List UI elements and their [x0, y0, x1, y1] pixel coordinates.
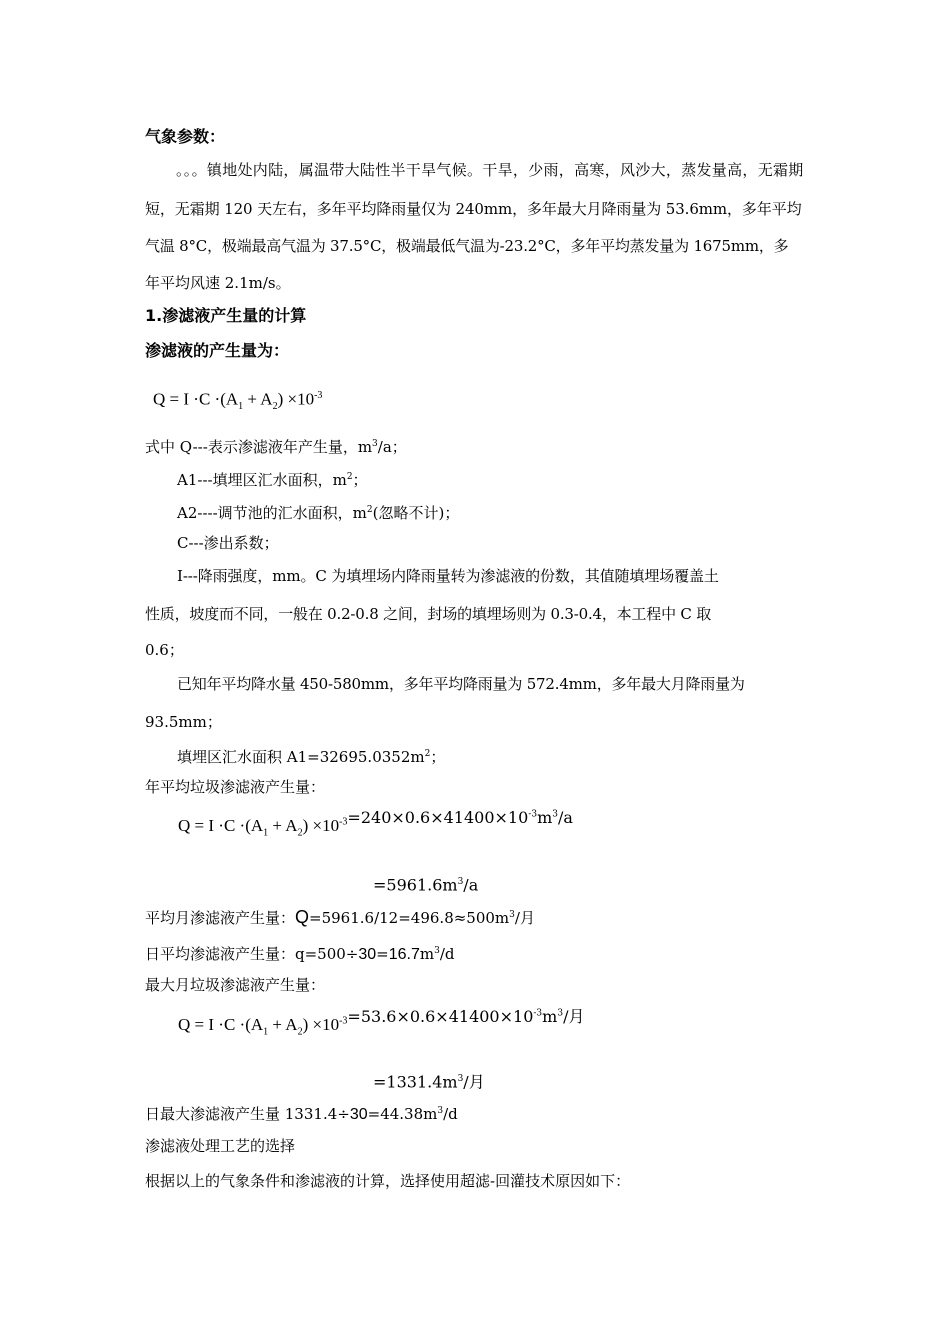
unit-sup: 2	[346, 472, 353, 482]
unit-sup: 3	[552, 809, 558, 820]
result-text: =1331.4m	[373, 1072, 458, 1092]
formula-q: Q	[178, 815, 191, 835]
annual-leachate-title: 年平均垃圾渗滤液产生量：	[145, 778, 326, 796]
catchment-area	[177, 744, 445, 767]
process-selection-text: 根据以上的气象条件和渗滤液的计算，选择使用超滤-回灌技术原因如下：	[145, 1172, 631, 1190]
subheading-formula: 渗滤液的产生量为：	[145, 341, 290, 360]
section-heading-calculation: 1.渗滤液产生量的计算	[145, 306, 307, 325]
daily-text: m	[419, 945, 435, 963]
rhs-unit: /a	[557, 807, 573, 827]
formula-q: Q	[153, 389, 166, 409]
definition-a2	[177, 500, 459, 523]
unit-sup: 3	[457, 877, 464, 887]
result-text: /月	[463, 1072, 485, 1092]
formula-sub-1: 1	[263, 827, 269, 839]
daily-max-days: 30	[349, 1106, 368, 1123]
meteorology-paragraph-line-4: 年平均风速 2.1m/s。	[145, 274, 291, 292]
formula-exponent: -3	[339, 1015, 348, 1026]
meteorology-paragraph-line-1: 。。。镇地处内陆，属温带大陆性半干旱气候。干旱，少雨，高寒，风沙大，蒸发量高，无霜期	[176, 161, 804, 179]
rhs-unit: /月	[563, 1006, 585, 1026]
unit-sup: 3	[457, 1074, 464, 1084]
formula-sub-1: 1	[238, 401, 244, 413]
monthly-average-leachate	[145, 905, 535, 928]
annual-calculation	[178, 807, 573, 843]
known-rainfall-line-2: 93.5mm；	[145, 713, 222, 731]
definition-c: C---渗出系数；	[177, 534, 279, 552]
max-monthly-result	[373, 1069, 485, 1092]
formula-part: ) ×10	[302, 815, 340, 835]
definition-q	[145, 434, 407, 457]
annual-formula	[178, 815, 348, 839]
result-text: /a	[463, 875, 479, 895]
formula-part: + A	[268, 1014, 298, 1034]
unit-sup: 3	[437, 1106, 444, 1116]
formula-sub-2: 2	[297, 1026, 303, 1038]
definition-text: (忽略不计)；	[372, 504, 460, 522]
formula-part: ) ×10	[277, 389, 315, 409]
monthly-text: /月	[514, 909, 535, 927]
leachate-formula	[153, 386, 322, 417]
monthly-text: =5961.6/12=496.8≈500m	[309, 909, 510, 927]
formula-part: = I ·C ·(A	[165, 389, 239, 409]
daily-text: =	[376, 945, 389, 963]
daily-value: 16.7	[388, 946, 420, 963]
unit-sup: 3	[557, 1008, 564, 1019]
definition-a1	[177, 467, 368, 490]
meteorology-paragraph-line-2: 短，无霜期 120 天左右，多年平均降雨量仅为 240mm，多年最大月降雨量为 53.6mm，多年平均	[145, 200, 802, 218]
formula-part: = I ·C ·(A	[190, 1014, 264, 1034]
formula-part: + A	[268, 815, 298, 835]
unit-sup: 2	[424, 749, 431, 759]
unit-sup: 3	[434, 946, 440, 956]
formula-sub-2: 2	[272, 401, 278, 413]
daily-max-leachate	[145, 1101, 458, 1125]
formula-part: ) ×10	[302, 1014, 340, 1034]
unit-sup: 2	[366, 505, 373, 515]
area-text: ；	[430, 748, 446, 766]
rhs-exponent: -3	[533, 1008, 543, 1019]
unit-sup: 3	[372, 439, 378, 449]
max-monthly-leachate-title: 最大月垃圾渗滤液产生量：	[145, 976, 326, 994]
max-formula	[178, 1014, 348, 1038]
annual-result	[373, 872, 478, 895]
rhs-text: =53.6×0.6×41400×10	[347, 1006, 534, 1026]
daily-text: /d	[439, 945, 455, 963]
definition-i-line-3: 0.6；	[145, 641, 184, 659]
formula-exponent: -3	[314, 390, 323, 401]
max-rhs	[347, 1007, 584, 1026]
area-text: 填埋区汇水面积 A1=32695.0352m	[177, 748, 425, 766]
definition-text: /a；	[377, 438, 407, 456]
definition-text: 式中 Q---表示渗滤液年产生量，m	[145, 438, 373, 456]
rhs-unit: m	[542, 1006, 558, 1026]
rhs-unit: m	[537, 807, 553, 827]
meteorology-paragraph-line-3: 气温 8°C，极端最高气温为 37.5°C，极端最低气温为-23.2°C，多年平均蒸发量为 1675mm，多	[145, 237, 789, 255]
definition-i-line-2: 性质，坡度而不同，一般在 0.2-0.8 之间，封场的填埋场则为 0.3-0.4，本工程中 C 取	[145, 605, 712, 623]
formula-part: + A	[243, 389, 273, 409]
definition-text: ；	[352, 471, 368, 489]
result-text: =5961.6m	[373, 875, 458, 895]
formula-sub-2: 2	[297, 827, 303, 839]
daily-days: 30	[358, 946, 377, 963]
formula-q: Q	[178, 1014, 191, 1034]
unit-sup: 3	[509, 910, 515, 920]
daily-max-text: 日最大渗滤液产生量 1331.4÷	[145, 1105, 350, 1123]
rhs-text: =240×0.6×41400×10	[347, 807, 529, 827]
known-rainfall-line-1: 已知年平均降水量 450-580mm，多年平均降雨量为 572.4mm，多年最大月降雨量为	[177, 675, 745, 693]
formula-sub-1: 1	[263, 1026, 269, 1038]
process-selection-title: 渗滤液处理工艺的选择	[145, 1137, 296, 1155]
monthly-q: Q	[295, 907, 310, 927]
daily-text: 日平均渗滤液产生量：q=500÷	[145, 945, 359, 963]
max-monthly-calculation	[178, 1006, 585, 1042]
daily-average-leachate	[145, 941, 455, 965]
daily-max-text: /d	[443, 1105, 458, 1123]
rhs-exponent: -3	[528, 809, 538, 820]
monthly-text: 平均月渗滤液产生量：	[145, 909, 296, 927]
definition-text: A2----调节池的汇水面积，m	[177, 504, 367, 522]
definition-text: A1---填埋区汇水面积，m	[177, 471, 347, 489]
daily-max-text: =44.38m	[367, 1105, 438, 1123]
formula-exponent: -3	[339, 816, 348, 827]
section-heading-meteorology: 气象参数：	[145, 127, 226, 146]
annual-rhs	[347, 808, 573, 827]
definition-i-line-1: I---降雨强度，mm。C 为填埋场内降雨量转为渗滤液的份数，其值随填埋场覆盖土	[177, 567, 719, 585]
formula-part: = I ·C ·(A	[190, 815, 264, 835]
